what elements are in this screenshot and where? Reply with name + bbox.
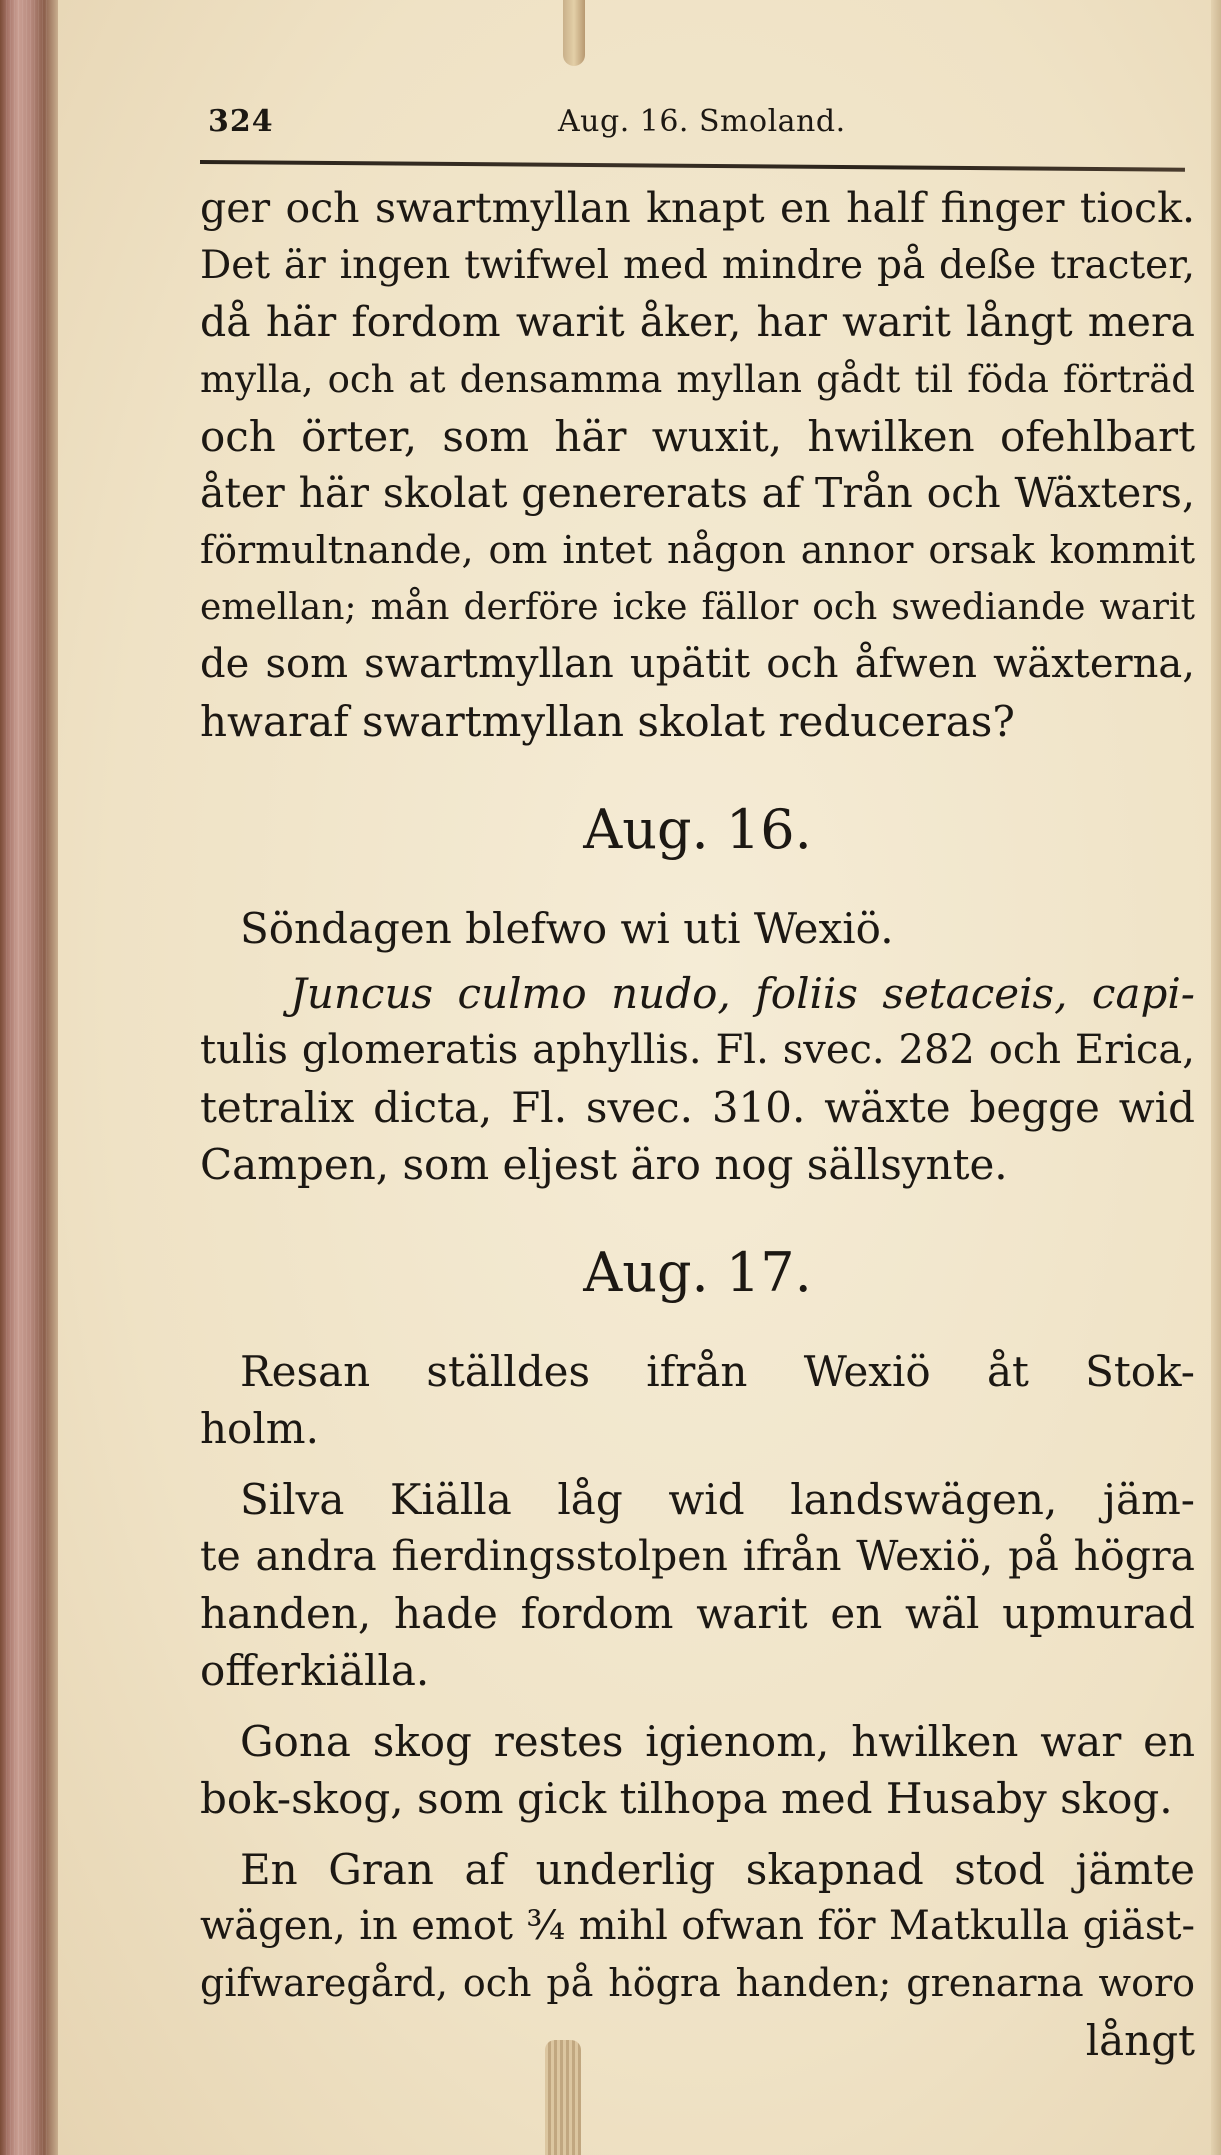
paragraph-7 bbox=[200, 1841, 1195, 2012]
paragraph-6 bbox=[200, 1713, 1195, 1827]
text-line: Silva Kiälla låg wid landswägen, jäm- bbox=[240, 1475, 1195, 1524]
text-line: En Gran af underlig skapnad stod jämte bbox=[240, 1845, 1195, 1894]
date-heading: Aug. 17. bbox=[583, 1241, 812, 1304]
page-body bbox=[200, 180, 1195, 2069]
page-right-edge bbox=[1211, 0, 1221, 2155]
text-line: gifwaregård, och på högra handen; grenarna woro bbox=[200, 1961, 1195, 2005]
date-heading: Aug. 16. bbox=[583, 798, 812, 861]
text-line: tetralix dicta, Fl. svec. 310. wäxte begge wid bbox=[200, 1083, 1195, 1132]
catchword: långt bbox=[1085, 2016, 1195, 2065]
paragraph-5 bbox=[200, 1471, 1195, 1699]
text-line: åter här skolat genererats af Trån och Wäxters, bbox=[200, 469, 1195, 517]
paragraph-2 bbox=[200, 900, 1195, 957]
text-line: ger och swartmyllan knapt en half finger tiock. bbox=[200, 184, 1195, 232]
text-line: holm. bbox=[200, 1404, 319, 1453]
book-edge-pages bbox=[6, 0, 50, 2155]
text-line: mylla, och at densamma myllan gådt til föda förträd bbox=[200, 358, 1195, 401]
text-line: Campen, som eljest äro nog sällsynte. bbox=[200, 1140, 1008, 1189]
running-head: Aug. 16. Smoland. bbox=[558, 104, 846, 139]
text-line: då här fordom warit åker, har warit långt mera bbox=[200, 298, 1195, 346]
paragraph-3 bbox=[200, 965, 1195, 1193]
text-line: förmultnande, om intet någon annor orsak kommit bbox=[200, 528, 1195, 572]
text-line: Resan ställdes ifrån Wexiö åt Stok- bbox=[240, 1347, 1195, 1396]
paragraph-1 bbox=[200, 180, 1195, 750]
binding-thread-top bbox=[563, 0, 585, 66]
text-line: tulis glomeratis aphyllis. Fl. svec. 282 och Erica, bbox=[200, 1027, 1195, 1073]
text-line: Gona skog restes igienom, hwilken war en bbox=[240, 1717, 1195, 1766]
text-line: de som swartmyllan upätit och åfwen wäxterna, bbox=[200, 641, 1195, 687]
text-line: handen, hade fordom warit en wäl upmurad bbox=[200, 1589, 1195, 1638]
page-number: 324 bbox=[208, 104, 274, 139]
text-line: Juncus culmo nudo, foliis setaceis, capi- bbox=[290, 969, 1195, 1018]
text-line: och örter, som här wuxit, hwilken ofehlbart bbox=[200, 412, 1195, 461]
paragraph-4 bbox=[200, 1343, 1195, 1457]
page-header bbox=[208, 104, 908, 154]
text-line: bok-skog, som gick tilhopa med Husaby skog. bbox=[200, 1774, 1173, 1823]
text-line: te andra fierdingsstolpen ifrån Wexiö, på högra bbox=[200, 1532, 1195, 1580]
text-line: emellan; mån derföre icke fällor och swediande warit bbox=[200, 587, 1195, 628]
text-line: hwaraf swartmyllan skolat reduceras? bbox=[200, 697, 1015, 746]
text-line: Söndagen blefwo wi uti Wexiö. bbox=[240, 904, 894, 953]
text-line: Det är ingen twifwel med mindre på deße tracter, bbox=[200, 243, 1195, 288]
text-line: wägen, in emot ¾ mihl ofwan för Matkulla giäst- bbox=[200, 1903, 1195, 1949]
text-line: offerkiälla. bbox=[200, 1646, 430, 1695]
